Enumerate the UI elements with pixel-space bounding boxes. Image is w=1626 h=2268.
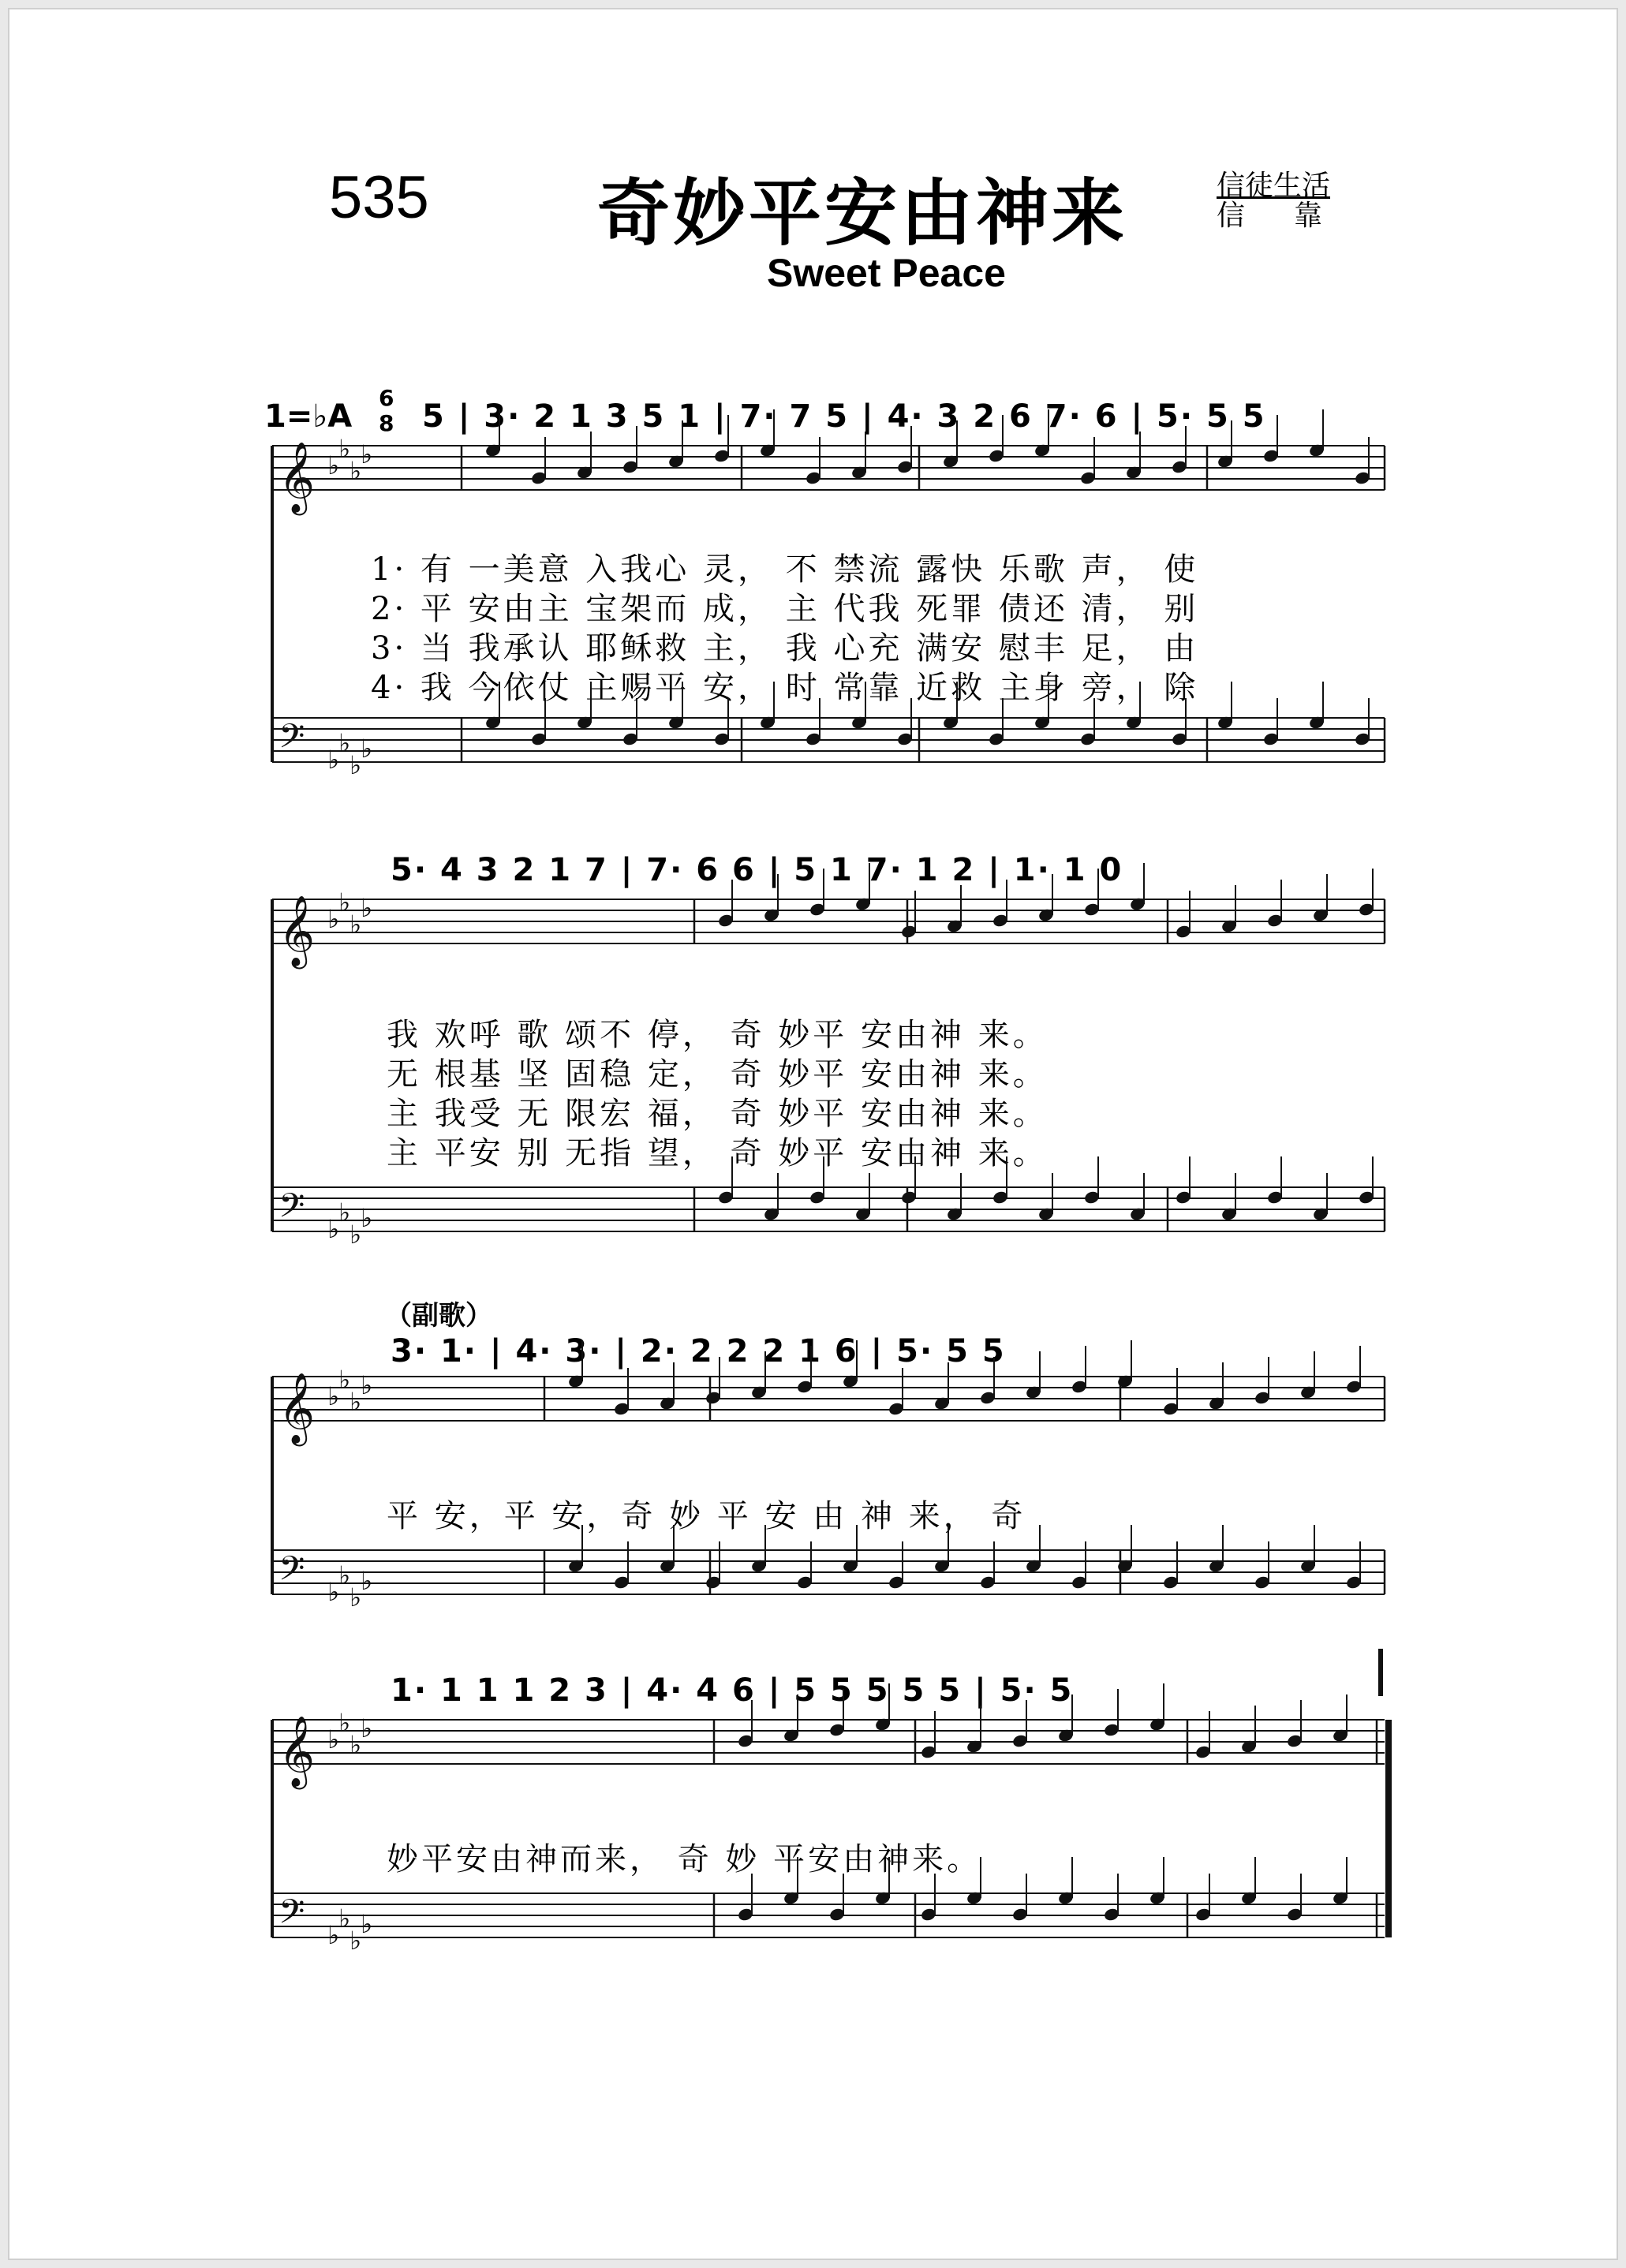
flat-icon: ♭: [327, 904, 340, 934]
flat-icon: ♭: [327, 450, 340, 480]
lyric-verse-3-line-2: 主 我受 无 限宏 福， 奇 妙平 安由神 来。: [387, 1096, 1048, 1132]
title-english: Sweet Peace: [767, 251, 1006, 295]
bass-clef-icon: 𝄢: [278, 717, 305, 764]
jianpu-line-1: 5 | 3· 2 1 3 5 1 | 7· 7 5 | 4· 3 2 6 7· 6 | 5· 5 5: [422, 398, 1266, 435]
flat-icon: ♭: [327, 1381, 340, 1411]
jianpu-line-2: 5· 4 3 2 1 7 | 7· 6 6 | 5 1 7· 1 2 | 1· 1 0: [391, 852, 1123, 888]
time-signature-numerator: 6: [379, 385, 394, 411]
flat-icon: ♭: [338, 1708, 351, 1738]
flat-icon: ♭: [338, 434, 351, 464]
flat-icon: ♭: [361, 1713, 373, 1743]
flat-icon: ♭: [349, 1387, 362, 1417]
flat-icon: ♭: [349, 1582, 362, 1612]
bass-clef-icon: 𝄢: [278, 1186, 305, 1234]
flat-icon: ♭: [361, 1370, 373, 1400]
title-chinese: 奇妙平安由神来: [597, 171, 1128, 256]
flat-icon: ♭: [338, 887, 351, 917]
lyric-verse-4-line-2: 主 平安 别 无指 望， 奇 妙平 安由神 来。: [387, 1135, 1048, 1171]
bass-clef-icon: 𝄢: [278, 1549, 305, 1597]
credit-tune: 信靠: [1217, 200, 1372, 232]
flat-icon: ♭: [327, 1724, 340, 1754]
lyric-refrain-line-2: 妙平安由神而来， 奇 妙 平安由神来。: [387, 1841, 982, 1878]
flat-icon: ♭: [349, 1220, 362, 1250]
flat-icon: ♭: [338, 1365, 351, 1395]
bass-clef-icon: 𝄢: [278, 1892, 305, 1940]
flat-icon: ♭: [349, 750, 362, 780]
lyric-verse-2-line-2: 无 根基 坚 固稳 定， 奇 妙平 安由神 来。: [387, 1056, 1048, 1093]
flat-icon: ♭: [349, 910, 362, 940]
flat-icon: ♭: [349, 1730, 362, 1760]
flat-icon: ♭: [327, 1577, 340, 1607]
flat-icon: ♭: [361, 439, 373, 469]
credit-words: 信徒生活: [1217, 170, 1331, 202]
treble-clef-icon: 𝄞: [278, 895, 316, 966]
flat-icon: ♭: [327, 1214, 340, 1244]
flat-icon: ♭: [361, 734, 373, 764]
lyric-verse-3-line-1: 3· 当 我承认 耶稣救 主， 我 心充 满安 慰丰 足， 由: [371, 630, 1199, 667]
flat-icon: ♭: [361, 1909, 373, 1939]
flat-icon: ♭: [327, 745, 340, 775]
flat-icon: ♭: [361, 893, 373, 923]
lyric-refrain-line-1: 平 安，平 安，奇 妙 平 安 由 神 来， 奇: [387, 1498, 1026, 1534]
flat-icon: ♭: [361, 1203, 373, 1233]
hymn-number: 535: [329, 164, 429, 231]
flat-icon: ♭: [338, 1198, 351, 1227]
treble-clef-icon: 𝄞: [278, 442, 316, 513]
flat-icon: ♭: [338, 1560, 351, 1590]
treble-clef-icon: 𝄞: [278, 1373, 316, 1444]
flat-icon: ♭: [361, 1566, 373, 1596]
flat-icon: ♭: [338, 728, 351, 758]
key-signature: 1=♭A: [264, 398, 353, 435]
lyric-verse-4-line-1: 4· 我 今依仗 主赐平 安， 时 常靠 近救 主身 旁， 除: [371, 670, 1199, 706]
lyric-verse-1-line-1: 1· 有 一美意 入我心 灵， 不 禁流 露快 乐歌 声， 使: [371, 551, 1199, 588]
treble-clef-icon: 𝄞: [278, 1716, 316, 1787]
flat-icon: ♭: [349, 456, 362, 486]
lyric-verse-2-line-1: 2· 平 安由主 宝架而 成， 主 代我 死罪 债还 清， 别: [371, 591, 1199, 627]
flat-icon: ♭: [338, 1904, 351, 1934]
flat-icon: ♭: [327, 1920, 340, 1950]
lyric-verse-1-line-2: 我 欢呼 歌 颂不 停， 奇 妙平 安由神 来。: [387, 1017, 1048, 1053]
time-signature-denominator: 8: [379, 410, 394, 436]
refrain-label: （副歌）: [385, 1300, 492, 1332]
jianpu-line-3: 3· 1· | 4· 3· | 2· 2 2 2 1 6 | 5· 5 5: [391, 1333, 1006, 1369]
jianpu-line-4: 1· 1 1 1 2 3 | 4· 4 6 | 5 5 5 5 5 | 5· 5: [391, 1672, 1074, 1709]
flat-icon: ♭: [349, 1926, 362, 1956]
